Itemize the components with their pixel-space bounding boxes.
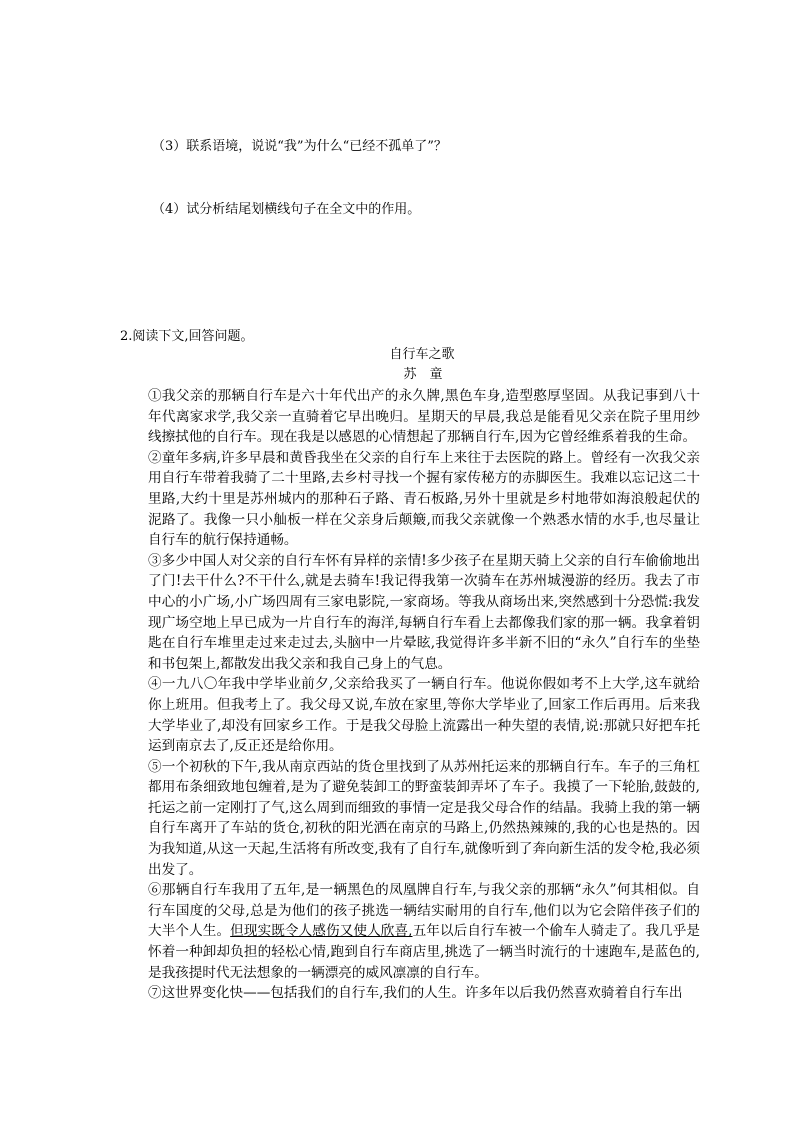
paragraph-3: ③多少中国人对父亲的自行车怀有异样的亲情!多少孩子在星期天骑上父亲的自行车偷偷地出了门!去干什么?不干什么,就是去骑车!我记得我第一次骑车在苏州城漫游的经历。我去了市中心的小广场,小广场四周有三家电影院,一家商场。等我从商场出来,突然感到十分恐慌:我发现广场空地上早已成为一片自行车的海洋,每辆自行车看上去都像我们家的那一辆。我拿着钥匙在自行车堆里走过来走过去,头脑中一片晕眩,我觉得许多半新不旧的“永久”自行车的坐垫和书包架上,都散发出我父亲和我自己身上的气息。 [148,552,700,672]
section-heading: 2.阅读下文,回答问题。 [120,329,254,344]
paragraph-1: ①我父亲的那辆自行车是六十年代出产的永久牌,黑色车身,造型憨厚坚固。从我记事到八十年代离家求学,我父亲一直骑着它早出晚归。星期天的早晨,我总是能看见父亲在院子里用纱线擦拭他的自行车。现在我是以感恩的心情想起了那辆自行车,因为它曾经维系着我的生命。 [148,388,700,446]
paragraph-7: ⑦这世界变化快——包括我们的自行车,我们的人生。许多年以后我仍然喜欢骑着自行车出 [148,985,683,1002]
paragraph-4: ④一九八〇年我中学毕业前夕,父亲给我买了一辆自行车。他说你假如考不上大学,这车就给你上班用。但我考上了。我父母又说,车放在家里,等你大学毕业了,回家工作后再用。后来我大学毕业了,却没有回家乡工作。于是我父母脸上流露出一种失望的表情,说:那就只好把车托运到南京去了,反正还是给你用。 [148,676,700,755]
article-body [148,386,700,1004]
article-author: 苏 童 [403,367,443,382]
paragraph-6-start: ⑥那辆自行车我用了五年,是一辆黑色的凤凰牌自行车,与我父亲的那辆“永久”何其相似。自行车国度的父母,总是为他们的孩子挑选一辆结实耐用的自行车,他们以为它会陪伴孩子们的大半个人生。 [148,882,700,940]
underlined-sentence: 但现实既令人感伤又使人欣喜, [230,923,413,940]
paragraph-2: ②童年多病,许多早晨和黄昏我坐在父亲的自行车上来往于去医院的路上。曾经有一次我父亲用自行车带着我骑了二十里路,去乡村寻找一个握有家传秘方的赤脚医生。我难以忘记这二十里路,大约十里是苏州城内的那种石子路、青石板路,另外十里就是乡村地带如海浪般起伏的泥路了。我像一只小舢板一样在父亲身后颠簸,而我父亲就像一个熟悉水情的水手,也尽量让自行车的航行保持通畅。 [148,449,700,549]
question-4: （4）试分析结尾划横线句子在全文中的作用。 [152,202,421,217]
paragraph-6-end: 五年以后自行车被一个偷车人骑走了。我几乎是怀着一种卸却负担的轻松心情,跑到自行车商店里,挑选了一辆当时流行的十速跑车,是蓝色的,是我孩提时代无法想象的一辆漂亮的威风凛凛的自行车。 [148,923,701,981]
article-title: 自行车之歌 [389,347,455,362]
paragraph-6 [148,880,700,983]
question-3: （3）联系语境，说说“我”为什么“已经不孤单了”？ [152,139,447,154]
paragraph-5: ⑤一个初秋的下午,我从南京西站的货仓里找到了从苏州托运来的那辆自行车。车子的三角杠都用布条细致地包缠着,是为了避免装卸工的野蛮装卸弄坏了车子。我摸了一下轮胎,鼓鼓的,托运之前一定刚打了气,这么周到而细致的事情一定是我父母合作的结晶。我骑上我的第一辆自行车离开了车站的货仓,初秋的阳光洒在南京的马路上,仍然热辣辣的,我的心也是热的。因为我知道,从这一天起,生活将有所改变,我有了自行车,就像听到了奔向新生活的发令枪,我必须出发了。 [148,758,700,878]
